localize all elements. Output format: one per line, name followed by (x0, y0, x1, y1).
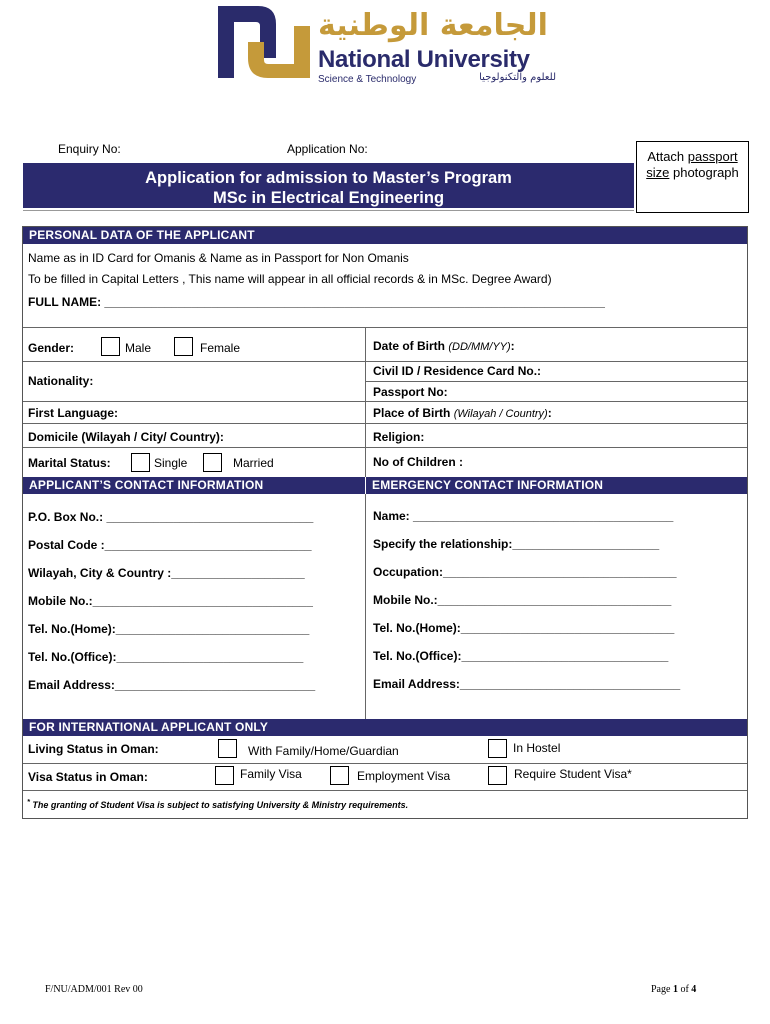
divider (23, 401, 747, 402)
document-code: F/NU/ADM/001 Rev 00 (45, 984, 143, 995)
emergency-mobile-field[interactable]: Mobile No.:___________________________________ (373, 593, 672, 607)
form-title-line2: MSc in Electrical Engineering (212, 189, 445, 207)
postal-code-field[interactable]: Postal Code :_______________________________ (28, 538, 312, 552)
married-checkbox[interactable] (203, 453, 222, 472)
personal-data-heading: PERSONAL DATA OF THE APPLICANT (23, 227, 747, 244)
family-visa-checkbox[interactable] (215, 766, 234, 785)
name-note-1: Name as in ID Card for Omanis & Name as in Passport for Non Omanis (28, 251, 409, 265)
male-checkbox[interactable] (101, 337, 120, 356)
student-visa-checkbox[interactable] (488, 766, 507, 785)
mobile-field[interactable]: Mobile No.:_________________________________ (28, 594, 313, 608)
marital-status-label: Marital Status: (28, 456, 111, 470)
logo-arabic-name: الجامعة الوطنية (318, 8, 548, 43)
logo-tagline-en: Science & Technology (318, 74, 417, 85)
logo-tagline-ar: للعلوم والتكنولوجيا (479, 72, 556, 83)
university-logo (218, 6, 558, 90)
form-title-band (23, 163, 634, 208)
male-label: Male (125, 341, 152, 355)
page-prefix: Page (651, 984, 673, 995)
children-field[interactable]: No of Children : (373, 455, 463, 469)
logo-english-name: National University (318, 46, 530, 73)
divider (23, 361, 747, 362)
divider (23, 423, 747, 424)
family-visa-label: Family Visa (240, 767, 302, 781)
divider (23, 447, 747, 448)
place-birth-label: Place of Birth (373, 406, 454, 420)
dob-hint: (DD/MM/YY) (448, 341, 511, 353)
in-hostel-label: In Hostel (513, 741, 561, 755)
nationality-field[interactable]: Nationality: (28, 374, 94, 388)
employment-visa-label: Employment Visa (357, 769, 451, 783)
in-hostel-checkbox[interactable] (488, 739, 507, 758)
footnote-text: The granting of Student Visa is subject to satisfying University & Ministry requirements. (29, 800, 409, 810)
first-language-field[interactable]: First Language: (28, 406, 119, 420)
single-checkbox[interactable] (131, 453, 150, 472)
form-title-line1: Application for admission to Master’s Program (145, 169, 512, 187)
photo-text-passport: passport (687, 149, 738, 164)
place-birth-colon: : (547, 406, 552, 420)
passport-photo-box[interactable] (636, 141, 749, 213)
dob-label: Date of Birth (373, 339, 449, 353)
emergency-email-field[interactable]: Email Address:_________________________________ (373, 677, 681, 691)
emergency-contact-heading: EMERGENCY CONTACT INFORMATION (366, 477, 747, 494)
photo-text-size: size (646, 165, 670, 180)
page-number (651, 984, 696, 995)
living-status-label: Living Status in Oman: (28, 742, 159, 756)
photo-text-photograph: photograph (672, 165, 739, 180)
tel-office-field[interactable]: Tel. No.(Office):____________________________ (28, 650, 304, 664)
visa-footnote (27, 797, 408, 810)
email-field[interactable]: Email Address:______________________________ (28, 678, 316, 692)
divider (23, 763, 747, 764)
with-family-label: With Family/Home/Guardian (248, 744, 399, 758)
column-divider (365, 327, 366, 477)
employment-visa-checkbox[interactable] (330, 766, 349, 785)
place-birth-hint: (Wilayah / Country) (453, 408, 548, 420)
married-label: Married (233, 456, 274, 470)
gender-label: Gender: (28, 341, 75, 355)
nu-logo-mark-icon (218, 6, 310, 78)
passport-no-field[interactable]: Passport No: (373, 385, 448, 399)
title-underline (23, 210, 634, 211)
civil-id-field[interactable]: Civil ID / Residence Card No.: (373, 364, 542, 378)
single-label: Single (154, 456, 188, 470)
female-checkbox[interactable] (174, 337, 193, 356)
page-of: of (677, 984, 692, 995)
place-of-birth-field[interactable] (373, 406, 552, 420)
divider (366, 381, 747, 382)
emergency-name-field[interactable]: Name: _______________________________________ (373, 509, 674, 523)
page-current: 1 (672, 984, 678, 995)
religion-field[interactable]: Religion: (373, 430, 425, 444)
enquiry-no-label: Enquiry No: (58, 142, 121, 156)
page-total: 4 (691, 984, 697, 995)
full-name-field[interactable]: FULL NAME: ___________________________________________________________________________ (28, 295, 605, 309)
po-box-field[interactable]: P.O. Box No.: _______________________________ (28, 510, 314, 524)
international-heading: FOR INTERNATIONAL APPLICANT ONLY (23, 719, 747, 736)
divider (23, 790, 747, 791)
divider (23, 327, 747, 328)
photo-text-attach: Attach (647, 149, 685, 164)
wilayah-city-country-field[interactable]: Wilayah, City & Country :____________________ (28, 566, 305, 580)
female-label: Female (200, 341, 241, 355)
domicile-field[interactable]: Domicile (Wilayah / City/ Country): (28, 430, 224, 444)
emergency-occupation-field[interactable]: Occupation:___________________________________ (373, 565, 677, 579)
tel-home-field[interactable]: Tel. No.(Home):_____________________________ (28, 622, 310, 636)
application-no-label: Application No: (287, 142, 368, 156)
visa-status-label: Visa Status in Oman: (28, 770, 148, 784)
emergency-tel-home-field[interactable]: Tel. No.(Home):________________________________ (373, 621, 675, 635)
emergency-relationship-field[interactable]: Specify the relationship:______________________ (373, 537, 660, 551)
student-visa-label: Require Student Visa* (514, 767, 632, 781)
with-family-checkbox[interactable] (218, 739, 237, 758)
contact-info-heading: APPLICANT’S CONTACT INFORMATION (23, 477, 365, 494)
name-note-2: To be filled in Capital Letters , This name will appear in all official records & in MSc. Degree Award) (28, 272, 552, 286)
column-divider (365, 494, 366, 719)
dob-colon: : (510, 339, 515, 353)
emergency-tel-office-field[interactable]: Tel. No.(Office):_______________________________ (373, 649, 669, 663)
dob-field[interactable] (373, 339, 515, 353)
footnote-mark: * (27, 797, 30, 806)
